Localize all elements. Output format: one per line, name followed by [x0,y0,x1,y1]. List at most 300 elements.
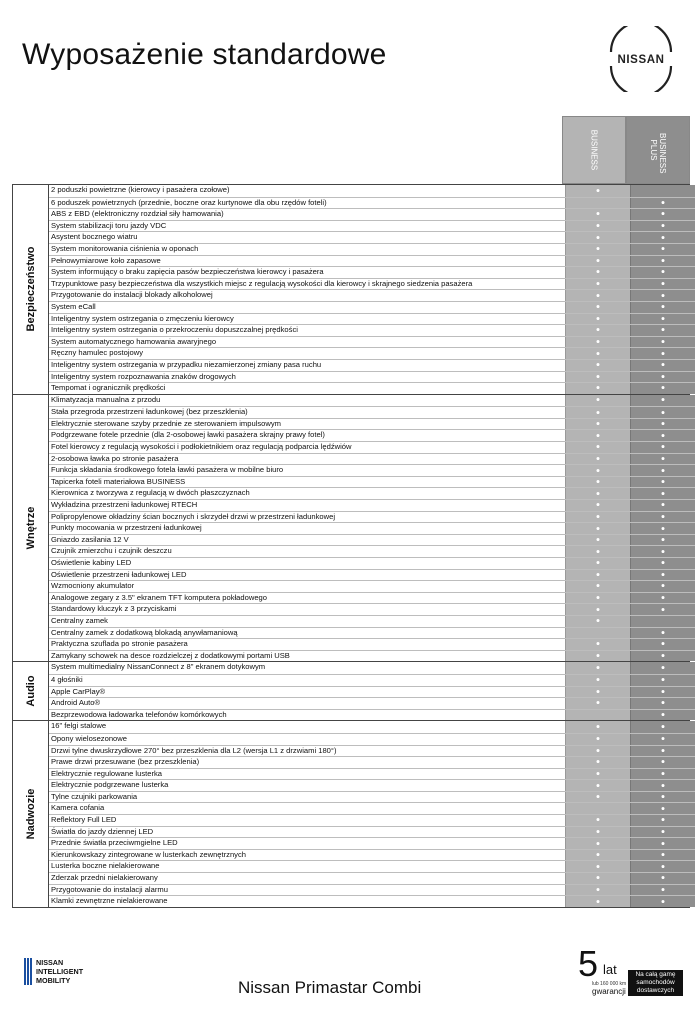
cell-business-plus [630,209,695,220]
standard-dot-icon: ● [660,467,666,475]
cell-business-plus [630,873,695,884]
cell-business [565,535,630,546]
cell-business [565,454,630,465]
cell-business [565,244,630,255]
table-row [49,534,695,546]
cell-business-plus [630,314,695,325]
standard-dot-icon: ● [595,571,601,579]
standard-dot-icon: ● [660,688,666,696]
feature-label: 16" felgi stalowe [51,721,107,731]
cell-business-plus [630,500,695,511]
standard-dot-icon: ● [660,664,666,672]
standard-dot-icon: ● [660,874,666,882]
standard-dot-icon: ● [660,361,666,369]
standard-dot-icon: ● [660,222,666,230]
cell-business-plus [630,244,695,255]
standard-dot-icon: ● [595,664,601,672]
cell-business [565,581,630,592]
feature-label: Trzypunktowe pasy bezpieczeństwa dla wszystkich miejsc z regulacją wysokości dla kierowcy i skrajnego siedzenia pasażera [51,278,473,288]
cell-business [565,512,630,523]
cell-business [565,873,630,884]
standard-dot-icon: ● [595,758,601,766]
standard-dot-icon: ● [595,478,601,486]
cell-business-plus [630,687,695,698]
table-row [49,395,695,407]
cell-business [565,302,630,313]
table-row [49,791,695,803]
table-row [49,895,695,907]
standard-dot-icon: ● [660,315,666,323]
table-row [49,359,695,371]
feature-label: Inteligentny system ostrzegania w przypadku niezamierzonej zmiany pasa ruchu [51,359,322,369]
cell-business-plus [630,803,695,814]
table-row [49,208,695,220]
warranty-number: 5 [578,943,599,984]
cell-business [565,593,630,604]
feature-label: Zderzak przedni nielakierowany [51,873,158,883]
standard-dot-icon: ● [595,617,601,625]
standard-dot-icon: ● [595,559,601,567]
feature-label: Gniazdo zasilania 12 V [51,534,129,544]
standard-dot-icon: ● [595,782,601,790]
cell-business-plus [630,792,695,803]
cell-business-plus [630,419,695,430]
table-row [49,336,695,348]
cell-business [565,279,630,290]
standard-dot-icon: ● [660,735,666,743]
standard-dot-icon: ● [660,373,666,381]
cell-business [565,838,630,849]
feature-label: Polipropylenowe okładziny ścian bocznych i skrzydeł drzwi w przestrzeni ładunkowej [51,511,336,521]
column-header-business-label: BUSINESS [589,129,599,171]
feature-label: Funkcja składania środkowego fotela ławki pasażera w mobilne biuro [51,465,284,475]
standard-dot-icon: ● [660,758,666,766]
feature-label: 2 poduszki powietrzne (kierowcy i pasażera czołowe) [51,185,230,194]
standard-dot-icon: ● [595,863,601,871]
standard-dot-icon: ● [595,373,601,381]
table-row [49,638,695,650]
cell-business [565,850,630,861]
cell-business-plus [630,675,695,686]
feature-label: Elektrycznie regulowane lusterka [51,768,163,778]
cell-business-plus [630,651,695,662]
standard-dot-icon: ● [595,315,601,323]
cell-business-plus [630,477,695,488]
cell-business-plus [630,267,695,278]
cell-business [565,651,630,662]
table-row [49,266,695,278]
standard-dot-icon: ● [595,420,601,428]
table-row [49,779,695,791]
cell-business-plus [630,780,695,791]
standard-dot-icon: ● [595,187,601,195]
cell-business [565,827,630,838]
standard-dot-icon: ● [660,338,666,346]
table-row [49,255,695,267]
standard-dot-icon: ● [595,652,601,660]
standard-dot-icon: ● [660,199,666,207]
standard-dot-icon: ● [595,268,601,276]
standard-dot-icon: ● [595,292,601,300]
cell-business [565,314,630,325]
standard-dot-icon: ● [660,409,666,417]
feature-label: System multimedialny NissanConnect z 8" ekranem dotykowym [51,662,266,672]
table-row [49,674,695,686]
cell-business-plus [630,465,695,476]
table-row [49,347,695,359]
model-name: Nissan Primastar Combi [238,978,422,997]
feature-label: Praktyczna szuflada po stronie pasażera [51,639,188,649]
standard-dot-icon: ● [595,455,601,463]
table-row [49,231,695,243]
nim-line-2: INTELLIGENT [36,967,84,976]
standard-dot-icon: ● [660,863,666,871]
table-row [49,487,695,499]
section-3 [13,720,689,907]
cell-business [565,861,630,872]
cell-business [565,337,630,348]
nim-bar-icon [24,958,33,985]
cell-business [565,442,630,453]
feature-label: System monitorowania ciśnienia w oponach [51,243,199,253]
nissan-logo [603,26,679,92]
feature-label: Bezprzewodowa ładowarka telefonów komórkowych [51,709,227,719]
standard-dot-icon: ● [660,582,666,590]
cell-business [565,698,630,709]
standard-dot-icon: ● [595,409,601,417]
table-row [49,686,695,698]
section-label-text: Audio [24,675,37,707]
cell-business [565,383,630,394]
warranty-guarantee: gwarancji [592,987,626,996]
section-label-text: Bezpieczeństwo [24,246,37,332]
cell-business-plus [630,185,695,197]
standard-dot-icon: ● [595,303,601,311]
feature-label: System eCall [51,301,96,311]
standard-dot-icon: ● [595,513,601,521]
cell-business-plus [630,523,695,534]
standard-dot-icon: ● [660,210,666,218]
table-row [49,301,695,313]
feature-label: System informujący o braku zapięcia pasów bezpieczeństwa kierowcy i pasażera [51,267,324,277]
section-label [13,395,49,662]
table-row [49,802,695,814]
standard-dot-icon: ● [660,326,666,334]
section-label [13,185,49,394]
table-row [49,709,695,721]
warranty-box-line-2: samochodów [636,979,675,986]
cell-business-plus [630,302,695,313]
table-row [49,522,695,534]
table-row [49,662,695,674]
standard-dot-icon: ● [660,420,666,428]
cell-business-plus [630,710,695,721]
cell-business [565,419,630,430]
cell-business [565,256,630,267]
table-row [49,580,695,592]
cell-business [565,721,630,733]
table-row [49,289,695,301]
cell-business [565,477,630,488]
standard-dot-icon: ● [660,793,666,801]
cell-business [565,488,630,499]
section-label-text: Nadwozie [24,788,37,840]
feature-label: Reflektory Full LED [51,815,117,825]
column-header-business [562,116,626,184]
cell-business-plus [630,861,695,872]
feature-label: Wykładzina przestrzeni ładunkowej RTECH [51,500,198,510]
standard-dot-icon: ● [595,851,601,859]
cell-business-plus [630,604,695,615]
table-row [49,453,695,465]
table-row [49,603,695,615]
cell-business [565,757,630,768]
cell-business-plus [630,383,695,394]
cell-business [565,769,630,780]
cell-business-plus [630,827,695,838]
cell-business [565,325,630,336]
standard-dot-icon: ● [595,828,601,836]
standard-dot-icon: ● [660,548,666,556]
cell-business [565,209,630,220]
standard-dot-icon: ● [660,629,666,637]
feature-label: Czujnik zmierzchu i czujnik deszczu [51,546,172,556]
cell-business-plus [630,734,695,745]
standard-dot-icon: ● [595,816,601,824]
cell-business [565,604,630,615]
feature-label: Elektrycznie sterowane szyby przednie ze sterowaniem impulsowym [51,418,282,428]
standard-dot-icon: ● [660,455,666,463]
table-row [49,476,695,488]
page-title: Wyposażenie standardowe [22,38,387,71]
standard-dot-icon: ● [595,432,601,440]
standard-dot-icon: ● [660,559,666,567]
cell-business [565,360,630,371]
feature-label: Inteligentny system rozpoznawania znaków drogowych [51,371,236,381]
cell-business [565,465,630,476]
section-label [13,662,49,720]
table-row [49,768,695,780]
standard-dot-icon: ● [595,536,601,544]
feature-label: Tapicerka foteli materiałowa BUSINESS [51,476,186,486]
cell-business [565,500,630,511]
section-0 [13,185,689,394]
feature-label: Drzwi tylne dwuskrzydłowe 270° bez przeszklenia dla L2 (wersja L1 z drzwiami 180°) [51,745,337,755]
feature-label: Wzmocniony akumulator [51,581,135,591]
cell-business [565,734,630,745]
cell-business [565,710,630,721]
standard-dot-icon: ● [595,874,601,882]
standard-dot-icon: ● [595,338,601,346]
standard-dot-icon: ● [595,898,601,906]
feature-label: Stała przegroda przestrzeni ładunkowej (bez przeszklenia) [51,407,248,417]
cell-business-plus [630,535,695,546]
cell-business-plus [630,815,695,826]
table-row [49,243,695,255]
table-row [49,745,695,757]
standard-dot-icon: ● [660,699,666,707]
cell-business-plus [630,850,695,861]
cell-business-plus [630,279,695,290]
standard-dot-icon: ● [595,793,601,801]
standard-dot-icon: ● [660,898,666,906]
table-row [49,733,695,745]
standard-dot-icon: ● [595,384,601,392]
table-row [49,860,695,872]
feature-label: Oświetlenie kabiny LED [51,558,132,567]
cell-business-plus [630,372,695,383]
feature-label: 2-osobowa ławka po stronie pasażera [51,453,179,463]
cell-business-plus [630,430,695,441]
table-row [49,278,695,290]
cell-business [565,687,630,698]
cell-business-plus [630,581,695,592]
cell-business-plus [630,512,695,523]
table-row [49,324,695,336]
feature-label: Kamera cofania [51,803,105,813]
cell-business [565,780,630,791]
standard-dot-icon: ● [660,536,666,544]
standard-dot-icon: ● [660,606,666,614]
standard-dot-icon: ● [595,723,601,731]
nim-line-1: NISSAN [36,958,64,967]
feature-label: Klimatyzacja manualna z przodu [51,394,161,404]
standard-dot-icon: ● [595,548,601,556]
table-row [49,826,695,838]
standard-dot-icon: ● [660,280,666,288]
standard-dot-icon: ● [660,257,666,265]
cell-business [565,639,630,650]
standard-dot-icon: ● [595,886,601,894]
table-row [49,872,695,884]
table-row [49,511,695,523]
cell-business-plus [630,628,695,639]
cell-business [565,558,630,569]
cell-business [565,628,630,639]
cell-business [565,815,630,826]
cell-business [565,546,630,557]
cell-business-plus [630,454,695,465]
standard-dot-icon: ● [660,711,666,719]
standard-dot-icon: ● [595,594,601,602]
feature-label: Asystent bocznego wiatru [51,232,138,242]
table-row [49,464,695,476]
cell-business-plus [630,442,695,453]
cell-business [565,267,630,278]
feature-label: Opony wielosezonowe [51,733,127,743]
standard-dot-icon: ● [595,245,601,253]
feature-label: Kierownica z tworzywa z regulacją w dwóch płaszczyznach [51,488,250,498]
cell-business [565,616,630,627]
standard-dot-icon: ● [660,501,666,509]
feature-label: Centralny zamek [51,615,108,625]
cell-business-plus [630,407,695,418]
table-row [49,371,695,383]
standard-dot-icon: ● [595,490,601,498]
cell-business-plus [630,593,695,604]
cell-business-plus [630,639,695,650]
cell-business-plus [630,488,695,499]
table-row [49,197,695,209]
standard-dot-icon: ● [660,234,666,242]
warranty-box-line-1: Na całą gamę [635,971,676,978]
cell-business-plus [630,838,695,849]
warranty-badge [576,943,686,998]
feature-label: Inteligentny system ostrzegania o przekroczeniu dopuszczalnej prędkości [51,325,298,335]
cell-business [565,792,630,803]
section-label [13,721,49,907]
feature-label: Inteligentny system ostrzegania o zmęczeniu kierowcy [51,313,234,323]
feature-label: Standardowy kluczyk z 3 przyciskami [51,604,177,614]
cell-business-plus [630,698,695,709]
table-row [49,545,695,557]
table-row [49,627,695,639]
cell-business-plus [630,232,695,243]
cell-business [565,198,630,209]
table-row [49,313,695,325]
standard-dot-icon: ● [595,210,601,218]
standard-dot-icon: ● [595,640,601,648]
nissan-logo-text: NISSAN [617,54,665,66]
standard-dot-icon: ● [595,582,601,590]
table-row [49,814,695,826]
warranty-sub: lub 160 000 km [592,981,627,987]
standard-dot-icon: ● [660,886,666,894]
feature-label: Światła do jazdy dziennej LED [51,826,154,836]
nim-line-3: MOBILITY [36,976,71,985]
table-row [49,499,695,511]
cell-business-plus [630,198,695,209]
feature-label: Klamki zewnętrzne nielakierowane [51,896,168,906]
table-row [49,557,695,569]
feature-label: Analogowe zegary z 3.5" ekranem TFT komputera pokładowego [51,592,268,602]
standard-dot-icon: ● [660,384,666,392]
feature-label: Fotel kierowcy z regulacją wysokości i podłokietnikiem oraz regulacją podparcia lędźwiów [51,442,352,452]
warranty-box-line-3: dostawczych [636,987,675,994]
feature-label: Podgrzewane fotele przednie (dla 2-osobowej ławki pasażera skrajny prawy fotel) [51,430,325,440]
standard-dot-icon: ● [595,234,601,242]
table-row [49,837,695,849]
standard-dot-icon: ● [595,467,601,475]
feature-label: Punkty mocowania w przestrzeni ładunkowej [51,523,202,533]
feature-label: Przygotowanie do instalacji blokady alkoholowej [51,290,213,300]
table-row [49,756,695,768]
cell-business [565,662,630,674]
feature-label: Przednie światła przeciwmgielne LED [51,838,178,848]
standard-dot-icon: ● [660,490,666,498]
standard-dot-icon: ● [595,326,601,334]
table-row [49,220,695,232]
cell-business-plus [630,885,695,896]
table-row [49,418,695,430]
standard-dot-icon: ● [595,280,601,288]
feature-label: Prawe drzwi przesuwane (bez przeszklenia) [51,757,200,767]
cell-business-plus [630,896,695,907]
feature-label: Przygotowanie do instalacji alarmu [51,884,168,894]
cell-business-plus [630,616,695,627]
standard-dot-icon: ● [595,606,601,614]
cell-business [565,372,630,383]
cell-business-plus [630,256,695,267]
column-header-business-plus-label [649,133,667,174]
cell-business-plus [630,558,695,569]
feature-label: Oświetlenie przestrzeni ładunkowej LED [51,569,187,579]
standard-dot-icon: ● [660,268,666,276]
standard-dot-icon: ● [660,652,666,660]
cell-business-plus [630,348,695,359]
standard-dot-icon: ● [595,443,601,451]
cell-business-plus [630,290,695,301]
